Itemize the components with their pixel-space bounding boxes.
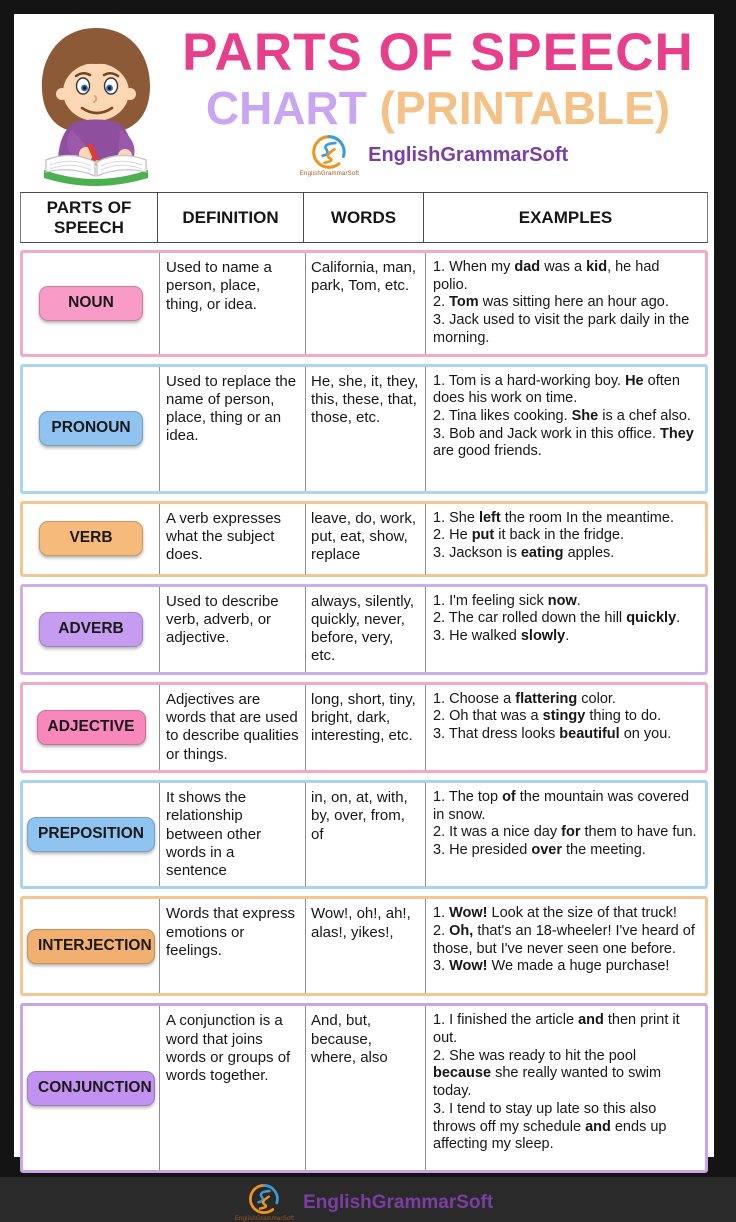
column-header-parts-of-speech: PARTS OF SPEECH <box>46 198 132 237</box>
example-line: 2. It was a nice day for them to have fun. <box>433 824 697 841</box>
pos-label-cell <box>23 1006 159 1170</box>
footer-logo-caption: EnglishGrammarSoft <box>234 1216 295 1222</box>
poster-titles <box>166 16 710 135</box>
pos-label-cell <box>23 783 159 886</box>
pos-label-cell <box>23 504 159 574</box>
example-line: 1. She left the room In the meantime. <box>433 509 674 526</box>
pos-label-cell <box>23 899 159 993</box>
example-line: 3. Wow! We made a huge purchase! <box>433 958 670 975</box>
pos-table-rows <box>20 250 708 1173</box>
column-header-words: WORDS <box>303 193 423 242</box>
table-row <box>20 896 708 996</box>
example-line: 1. When my dad was a kid, he had polio. <box>433 259 660 293</box>
table-header-row <box>20 192 708 243</box>
pos-label-cell <box>23 587 159 672</box>
definition-cell: Used to replace the name of person, place, thing or an idea. <box>159 367 305 491</box>
subtitle-chart: CHART <box>205 82 367 135</box>
logo-caption: EnglishGrammarSoft <box>299 171 360 178</box>
example-line: 3. He presided over the meeting. <box>433 841 646 858</box>
example-line: 3. Bob and Jack work in this office. They are good friends. <box>433 425 694 460</box>
example-line: 2. Oh that was a stingy thing to do. <box>433 708 662 725</box>
examples-cell <box>425 253 705 353</box>
definition-cell: A verb expresses what the subject does. <box>159 504 305 574</box>
pos-badge: VERB <box>39 521 143 556</box>
words-cell: leave, do, work, put, eat, show, replace <box>305 504 425 574</box>
definition-cell: It shows the relationship between other words in a sentence <box>159 783 305 886</box>
example-line: 3. Jackson is eating apples. <box>433 544 615 561</box>
examples-cell <box>425 685 705 770</box>
header <box>18 16 710 188</box>
example-line: 2. Oh, that's an 18-wheeler! I've heard of those, but I've never seen one before. <box>433 923 695 957</box>
column-header-examples: EXAMPLES <box>423 193 707 242</box>
poster-title: PARTS OF SPEECH <box>182 23 694 82</box>
example-line: 1. The top of the mountain was covered in snow. <box>433 788 690 823</box>
example-line: 2. He put it back in the fridge. <box>433 527 624 544</box>
table-row <box>20 584 708 675</box>
definition-cell: A conjunction is a word that joins words or groups of words together. <box>159 1006 305 1170</box>
poster-subtitle <box>166 82 710 135</box>
parts-of-speech-table <box>20 192 708 1173</box>
pos-label-cell <box>23 253 159 353</box>
poster-body <box>14 14 714 1222</box>
table-row <box>20 1003 708 1173</box>
pos-label-cell <box>23 685 159 770</box>
footer <box>18 1183 710 1222</box>
table-row <box>20 250 708 356</box>
example-line: 1. Choose a flattering color. <box>433 690 616 707</box>
examples-cell <box>425 783 705 886</box>
example-line: 1. I'm feeling sick now. <box>433 592 581 609</box>
definition-cell: Words that express emotions or feelings. <box>159 899 305 993</box>
examples-cell <box>425 367 705 491</box>
table-row <box>20 364 708 494</box>
column-header-definition: DEFINITION <box>157 193 303 242</box>
examples-cell <box>425 899 705 993</box>
words-cell: And, but, because, where, also <box>305 1006 425 1170</box>
example-line: 2. The car rolled down the hill quickly. <box>433 610 681 627</box>
table-row <box>20 780 708 889</box>
words-cell: in, on, at, with, by, over, from, of <box>305 783 425 886</box>
example-line: 1. Wow! Look at the size of that truck! <box>433 905 677 922</box>
definition-cell: Used to name a person, place, thing, or idea. <box>159 253 305 353</box>
pos-badge: PRONOUN <box>39 411 143 446</box>
definition-cell: Adjectives are words that are used to describe qualities or things. <box>159 685 305 770</box>
examples-cell <box>425 587 705 672</box>
footer-brand-name: EnglishGrammarSoft <box>303 1191 494 1213</box>
example-line: 3. I tend to stay up late so this also throws off my schedule and ends up affecting my sleep. <box>433 1100 667 1153</box>
pos-badge: INTERJECTION <box>27 929 155 964</box>
pos-label-cell <box>23 367 159 491</box>
example-line: 1. Tom is a hard-working boy. He often does his work on time. <box>433 372 680 407</box>
englishgrammarsoft-logo-icon <box>248 1183 280 1215</box>
pos-badge: CONJUNCTION <box>27 1071 155 1106</box>
example-line: 3. That dress looks beautiful on you. <box>433 726 672 743</box>
example-line: 2. Tom was sitting here an hour ago. <box>433 294 669 311</box>
example-line: 1. I finished the article and then print it out. <box>433 1012 680 1047</box>
pos-badge: ADJECTIVE <box>37 710 146 745</box>
brand-name: EnglishGrammarSoft <box>368 144 569 167</box>
pos-badge: PREPOSITION <box>27 817 155 852</box>
table-row <box>20 682 708 773</box>
example-line: 2. Tina likes cooking. She is a chef also. <box>433 407 691 424</box>
examples-cell <box>425 504 705 574</box>
example-line: 3. He walked slowly. <box>433 627 570 644</box>
brand-row <box>158 134 710 177</box>
pos-badge: ADVERB <box>39 612 143 647</box>
definition-cell: Used to describe verb, adverb, or adjective. <box>159 587 305 672</box>
girl-writing-illustration <box>20 18 172 186</box>
englishgrammarsoft-logo-icon <box>311 134 347 170</box>
words-cell: California, man, park, Tom, etc. <box>305 253 425 353</box>
words-cell: He, she, it, they, this, these, that, those, etc. <box>305 367 425 491</box>
words-cell: always, silently, quickly, never, before, very, etc. <box>305 587 425 672</box>
words-cell: long, short, tiny, bright, dark, interesting, etc. <box>305 685 425 770</box>
subtitle-printable: (PRINTABLE) <box>366 82 671 135</box>
logo-stack <box>300 134 359 177</box>
words-cell: Wow!, oh!, ah!, alas!, yikes!, <box>305 899 425 993</box>
examples-cell <box>425 1006 705 1170</box>
footer-logo-stack <box>235 1183 294 1222</box>
example-line: 3. Jack used to visit the park daily in the morning. <box>433 312 690 346</box>
table-row <box>20 501 708 577</box>
pos-badge: NOUN <box>39 286 143 321</box>
example-line: 2. She was ready to hit the pool because she really wanted to swim today. <box>433 1047 662 1100</box>
